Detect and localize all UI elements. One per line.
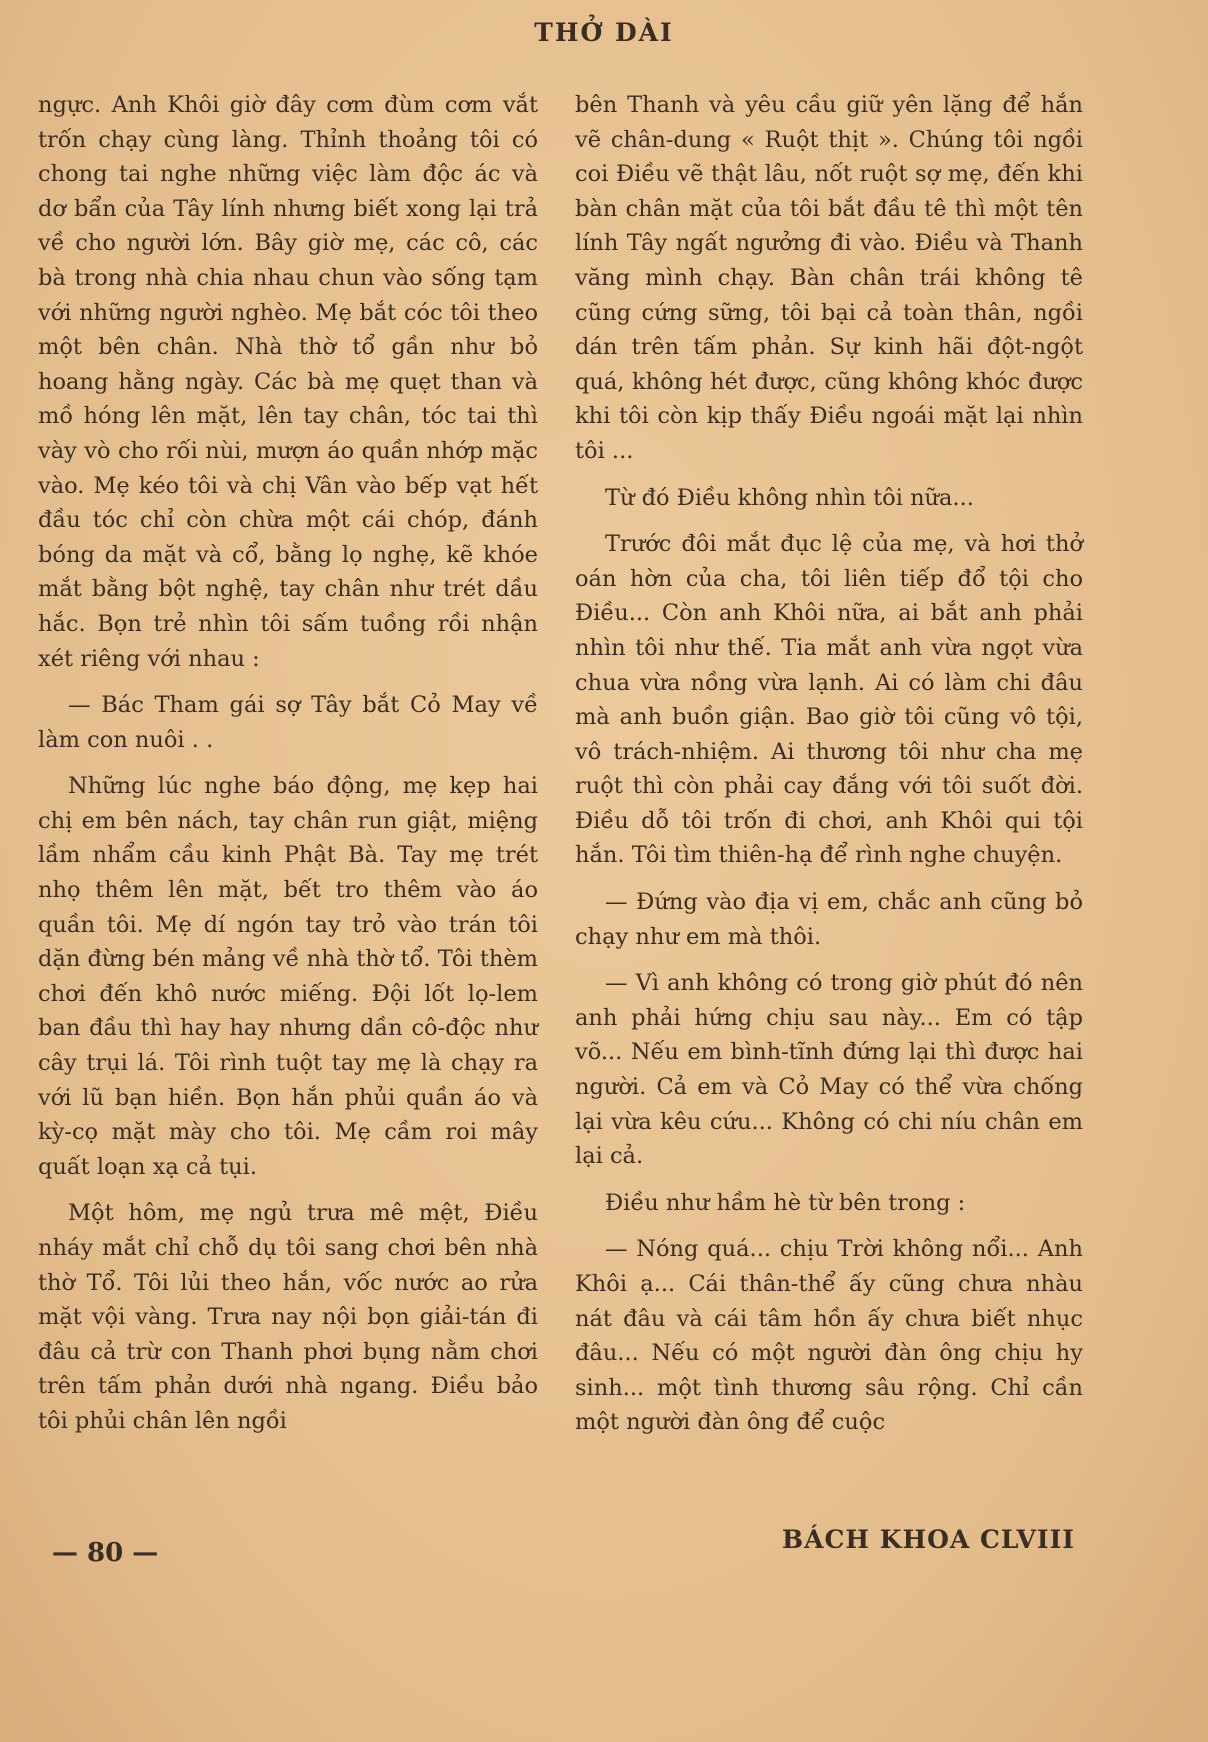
paragraph: Những lúc nghe báo động, mẹ kẹp hai chị em bên nách, tay chân run giật, miệng lầm nhẩm cầu kinh Phật Bà. Tay mẹ trét nhọ thêm lên mặt, bết tro thêm vào áo quần tôi. Mẹ dí ngón tay trỏ vào trán tôi dặn đừng bén mảng về nhà thờ tổ. Tôi thèm chơi đến khô nước miếng. Đội lốt lọ-lem ban đầu thì hay hay nhưng dần cô-độc như cây trụi lá. Tôi rình tuột tay mẹ là chạy ra với lũ bạn hiền. Bọn hắn phủi quần áo và kỳ-cọ mặt mày cho tôi. Mẹ cầm roi mây quất loạn xạ cả tụi. [38,773,538,1180]
paragraph: Từ đó Điều không nhìn tôi nữa... [605,484,974,511]
paragraph: — Nóng quá... chịu Trời không nổi... Anh Khôi ạ... Cái thân-thể ấy cũng chưa nhàu nát đâu và cái tâm hồn ấy chưa biết nhục đâu... Nếu có một người đàn ông chịu hy sinh... một tình thương sâu rộng. Chỉ cần một người đàn ông để cuộc [575,1236,1083,1436]
paragraph: Trước đôi mắt đục lệ của mẹ, và hơi thở oán hờn của cha, tôi liên tiếp đổ tội cho Điều... Còn anh Khôi nữa, ai bắt anh phải nhìn tôi như thế. Tia mắt anh vừa ngọt vừa chua vừa nồng vừa lạnh. Ai có làm chi đâu mà anh buồn giận. Bao giờ tôi cũng vô tội, vô trách-nhiệm. Ai thương tôi như cha mẹ ruột thì còn phải cay đắng với tôi suốt đời. Điều dỗ tôi trốn đi chơi, anh Khôi qui tội hắn. Tôi tìm thiên-hạ để rình nghe chuyện. [575,531,1083,869]
paragraph: — Đứng vào địa vị em, chắc anh cũng bỏ chạy như em mà thôi. [575,889,1083,950]
paragraph: — Bác Tham gái sợ Tây bắt Cỏ May về làm con nuôi . . [38,692,538,753]
paragraph: Điều như hầm hè từ bên trong : [605,1189,966,1216]
left-text-column [38,88,538,1451]
paragraph: Một hôm, mẹ ngủ trưa mê mệt, Điều nháy mắt chỉ chỗ dụ tôi sang chơi bên nhà thờ Tổ. Tôi lủi theo hắn, vốc nước ao rửa mặt vội vàng. Trưa nay nội bọn giải-tán đi đâu cả trừ con Thanh phơi bụng nằm chơi trên tấm phản dưới nhà ngang. Điều bảo tôi phủi chân lên ngồi [38,1200,538,1434]
right-text-column [575,88,1083,1452]
page-header-title: THỞ DÀI [534,18,674,47]
paragraph: — Vì anh không có trong giờ phút đó nên anh phải hứng chịu sau này... Em có tập võ... Nếu em bình-tĩnh đứng lại thì được hai người. Cả em và Cỏ May có thể vừa chống lại vừa kêu cứu... Không có chi níu chân em lại cả. [575,970,1083,1170]
paragraph: bên Thanh và yêu cầu giữ yên lặng để hắn vẽ chân-dung « Ruột thịt ». Chúng tôi ngồi coi Điều vẽ thật lâu, nốt ruột sợ mẹ, đến khi bàn chân mặt của tôi bắt đầu tê thì một tên lính Tây ngất ngưởng đi vào. Điều và Thanh văng mình chạy. Bàn chân trái không tê cũng cứng sững, tôi bại cả toàn thân, ngồi dán trên tấm phản. Sự kinh hãi đột-ngột quá, không hét được, cũng không khóc được khi tôi còn kịp thấy Điều ngoái mặt lại nhìn tôi ... [575,92,1083,464]
paragraph: ngực. Anh Khôi giờ đây cơm đùm cơm vắt trốn chạy cùng làng. Thỉnh thoảng tôi có chong tai nghe những việc làm độc ác và dơ bẩn của Tây lính nhưng biết xong lại trả về cho người lớn. Bây giờ mẹ, các cô, các bà trong nhà chia nhau chun vào sống tạm với những người nghèo. Mẹ bắt cóc tôi theo một bên chân. Nhà thờ tổ gần như bỏ hoang hằng ngày. Các bà mẹ quẹt than và mồ hóng lên mặt, lên tay chân, tóc tai thì vày vò cho rối nùi, mượn áo quần nhớp mặc vào. Mẹ kéo tôi và chị Vân vào bếp vạt hết đầu tóc chỉ còn chừa một cái chóp, đánh bóng da mặt và cổ, bằng lọ nghẹ, kẽ khóe mắt bằng bột nghệ, tay chân như trét dầu hắc. Bọn trẻ nhìn tôi sấm tuồng rồi nhận xét riêng với nhau : [38,92,538,672]
page-number: — 80 — [52,1538,159,1568]
magazine-issue: BÁCH KHOA CLVIII [782,1525,1075,1554]
